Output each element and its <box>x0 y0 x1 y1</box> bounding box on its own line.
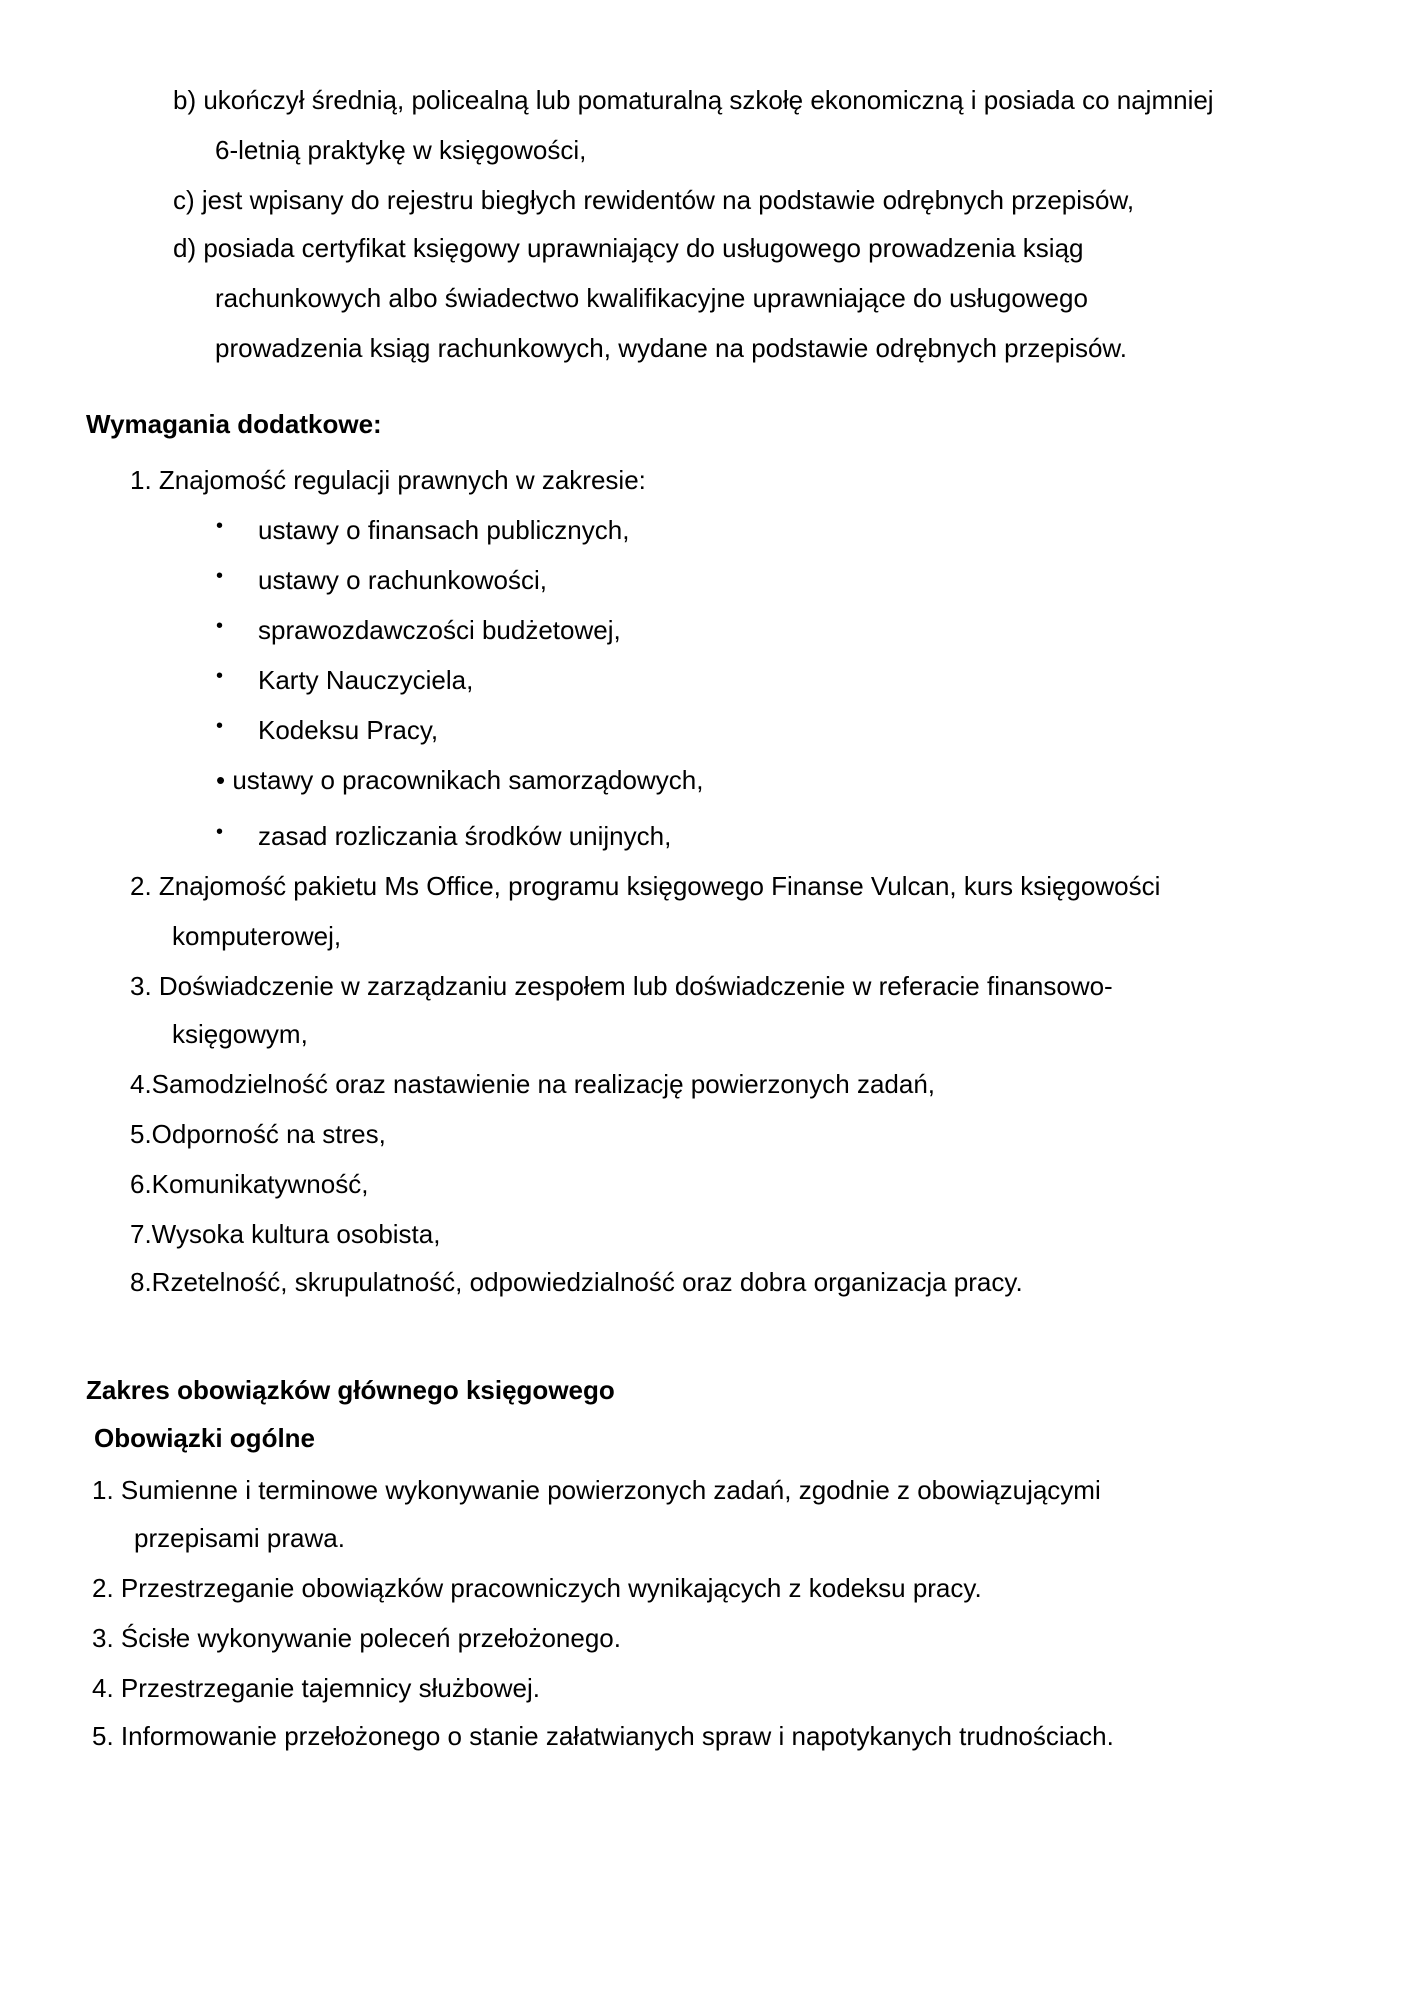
requirement-item-6: 6.Komunikatywność, <box>130 1169 369 1199</box>
bullet-item: zasad rozliczania środków unijnych, <box>258 821 672 851</box>
bullet-item-inline: • ustawy o pracownikach samorządowych, <box>216 765 704 795</box>
bullet-icon: • <box>216 565 224 587</box>
requirement-item-7: 7.Wysoka kultura osobista, <box>130 1219 441 1249</box>
bullet-item: ustawy o finansach publicznych, <box>258 515 630 545</box>
bullet-icon: • <box>216 715 224 737</box>
requirement-item-2-line1: 2. Znajomość pakietu Ms Office, programu księgowego Finanse Vulcan, kurs księgowości <box>130 871 1161 901</box>
requirement-item-3-line2: księgowym, <box>172 1019 308 1049</box>
duty-item-1-line1: 1. Sumienne i terminowe wykonywanie powierzonych zadań, zgodnie z obowiązującymi <box>92 1475 1101 1505</box>
list-item-d-line2: rachunkowych albo świadectwo kwalifikacyjne uprawniające do usługowego <box>215 283 1088 313</box>
bullet-icon: • <box>216 615 224 637</box>
requirement-item-8: 8.Rzetelność, skrupulatność, odpowiedzialność oraz dobra organizacja pracy. <box>130 1267 1023 1297</box>
bullet-item: sprawozdawczości budżetowej, <box>258 615 621 645</box>
bullet-item: Karty Nauczyciela, <box>258 665 474 695</box>
list-item-d-line3: prowadzenia ksiąg rachunkowych, wydane na podstawie odrębnych przepisów. <box>215 333 1127 363</box>
duty-item-1-line2: przepisami prawa. <box>134 1523 345 1553</box>
requirement-item-5: 5.Odporność na stres, <box>130 1119 386 1149</box>
requirement-item-2-line2: komputerowej, <box>172 921 342 951</box>
list-item-d-line1: d) posiada certyfikat księgowy uprawniający do usługowego prowadzenia ksiąg <box>173 233 1084 263</box>
bullet-icon: • <box>216 821 224 843</box>
section-subheading: Obowiązki ogólne <box>94 1423 316 1453</box>
section-heading: Zakres obowiązków głównego księgowego <box>86 1375 615 1405</box>
list-item-c: c) jest wpisany do rejestru biegłych rewidentów na podstawie odrębnych przepisów, <box>173 185 1135 215</box>
duty-item-4: 4. Przestrzeganie tajemnicy służbowej. <box>92 1673 540 1703</box>
list-item-b-line1: b) ukończył średnią, policealną lub pomaturalną szkołę ekonomiczną i posiada co najmniej <box>173 85 1214 115</box>
bullet-icon: • <box>216 665 224 687</box>
requirement-item-1: 1. Znajomość regulacji prawnych w zakresie: <box>130 465 646 495</box>
section-heading: Wymagania dodatkowe: <box>86 409 382 439</box>
list-item-b-line2: 6-letnią praktykę w księgowości, <box>215 135 587 165</box>
bullet-item: ustawy o rachunkowości, <box>258 565 548 595</box>
duty-item-2: 2. Przestrzeganie obowiązków pracowniczych wynikających z kodeksu pracy. <box>92 1573 982 1603</box>
duty-item-5: 5. Informowanie przełożonego o stanie załatwianych spraw i napotykanych trudnościach. <box>92 1721 1114 1751</box>
bullet-item: Kodeksu Pracy, <box>258 715 439 745</box>
requirement-item-3-line1: 3. Doświadczenie w zarządzaniu zespołem lub doświadczenie w referacie finansowo- <box>130 971 1113 1001</box>
bullet-icon: • <box>216 515 224 537</box>
duty-item-3: 3. Ścisłe wykonywanie poleceń przełożonego. <box>92 1623 621 1653</box>
requirement-item-4: 4.Samodzielność oraz nastawienie na realizację powierzonych zadań, <box>130 1069 936 1099</box>
